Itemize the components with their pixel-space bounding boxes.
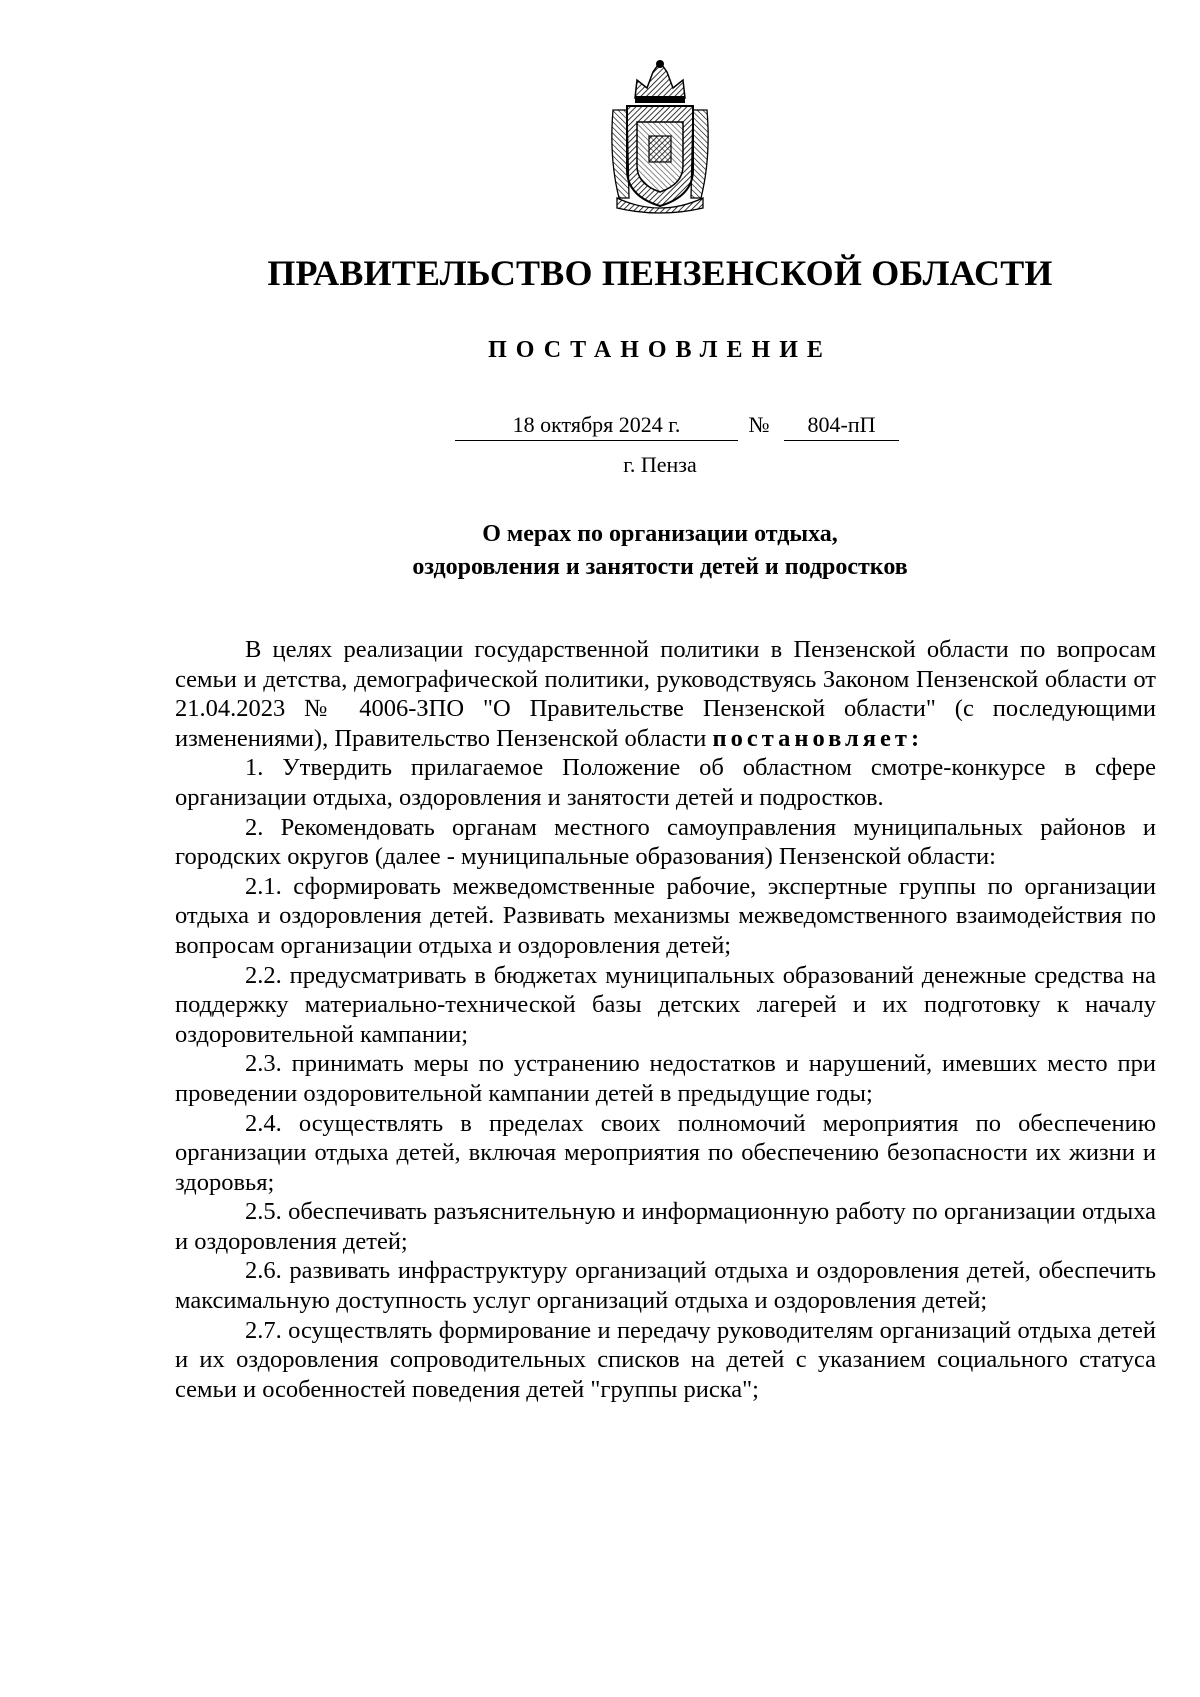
paragraph-2: 2. Рекомендовать органам местного самоуправления муниципальных районов и городских округов (далее - муниципальные образования) Пензенской области: — [175, 813, 1156, 871]
issue-city: г. Пенза — [623, 452, 697, 477]
subject-line-1: О мерах по организации отдыха, — [482, 521, 838, 547]
preamble-paragraph — [175, 635, 1156, 753]
paragraph-2-7: 2.7. осуществлять формирование и передачу руководителям организаций отдыха детей и их оздоровления сопроводительных списков на детей с указанием социального статуса семьи и особенностей поведения детей "группы риска"; — [175, 1316, 1156, 1403]
paragraph-2-6: 2.6. развивать инфраструктуру организаций отдыха и оздоровления детей, обеспечить максимальную доступность услуг организаций отдыха и оздоровления детей; — [175, 1257, 1156, 1315]
subject-line-2: оздоровления и занятости детей и подростков — [412, 554, 908, 580]
document-number: 804-пП — [784, 410, 899, 441]
decree-word: постановляет: — [712, 724, 924, 752]
document-type: ПОСТАНОВЛЕНИЕ — [488, 337, 832, 363]
paragraph-2-1: 2.1. сформировать межведомственные рабочие, экспертные группы по организации отдыха и оздоровления детей. Развивать механизмы межведомственного взаимодействия по вопросам организации отдыха и оздоровления детей; — [175, 872, 1156, 959]
paragraph-2-4: 2.4. осуществлять в пределах своих полномочий мероприятия по обеспечению организации отдыха детей, включая мероприятия по обеспечению безопасности их жизни и здоровья; — [175, 1109, 1156, 1196]
coat-of-arms-emblem — [605, 58, 715, 216]
number-sign: № — [748, 412, 770, 437]
government-title: ПРАВИТЕЛЬСТВО ПЕНЗЕНСКОЙ ОБЛАСТИ — [267, 253, 1053, 293]
preamble-text: В целях реализации государственной политики в Пензенской области по вопросам семьи и детства, демографической политики, руководствуясь Законом Пензенской области от 21.04.2023 № 4006-ЗПО "О Правительстве Пензенской области" (с последующими изменениями), Правительство Пензенской области — [175, 636, 1156, 752]
paragraph-2-3: 2.3. принимать меры по устранению недостатков и нарушений, имевших место при проведении оздоровительной кампании детей в предыдущие годы; — [175, 1050, 1156, 1107]
paragraph-2-2: 2.2. предусматривать в бюджетах муниципальных образований денежные средства на поддержку материально-технической базы детских лагерей и их подготовку к началу оздоровительной кампании; — [175, 961, 1156, 1048]
paragraph-1: 1. Утвердить прилагаемое Положение об областном смотре-конкурсе в сфере организации отдыха, оздоровления и занятости детей и подростков. — [175, 754, 1156, 811]
paragraph-2-5: 2.5. обеспечивать разъяснительную и информационную работу по организации отдыха и оздоровления детей; — [175, 1198, 1156, 1255]
document-body — [175, 635, 1156, 1404]
document-subject — [0, 518, 1200, 584]
document-date: 18 октября 2024 г. — [455, 410, 738, 441]
